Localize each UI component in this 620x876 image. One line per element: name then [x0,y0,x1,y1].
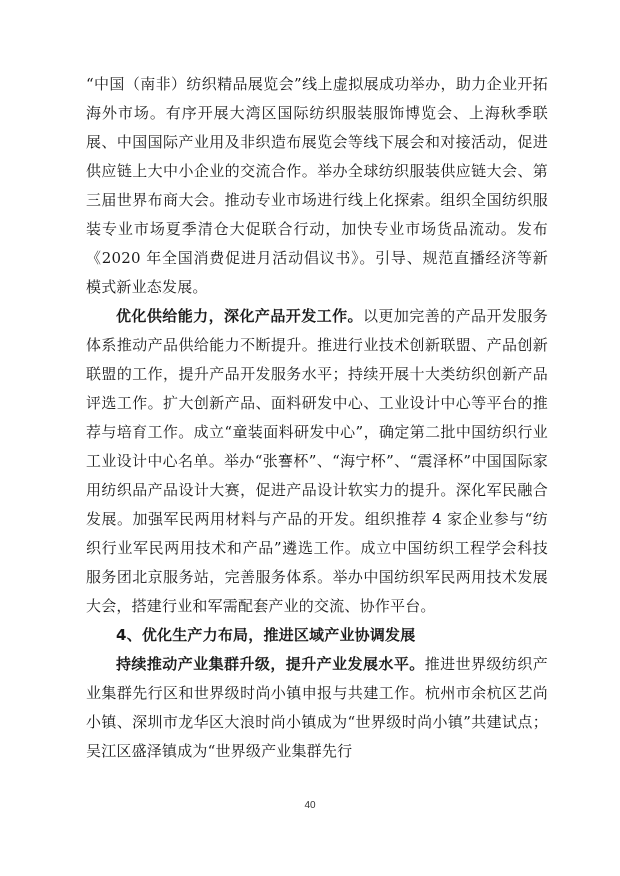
section-heading: 4、优化生产力布局，推进区域产业协调发展 [116,626,416,644]
paragraph-2-text: 以更加完善的产品开发服务体系推动产品供给能力不断提升。推进行业技术创新联盟、产品创新联盟的工作，提升产品开发服务水平；持续开展十大类纺织创新产品评选工作。扩大创新产品、面料研发中心、工业设计中心等平台的推荐与培育工作。成立“童装面料研发中心”，确定第二批中国纺织行业工业设计中心名单。举办“张謇杯”、“海宁杯”、“震泽杯”中国国际家用纺织品产品设计大赛，促进产品设计软实力的提升。深化军民融合发展。加强军民两用材料与产品的开发。组织推荐 4 家企业参与“纺织行业军民两用技术和产品”遴选工作。成立中国纺织工程学会科技服务团北京服务站，完善服务体系。举办中国纺织军民两用技术发展大会，搭建行业和军需配套产业的交流、协作平台。 [86,307,549,615]
page-number: 40 [304,800,316,811]
paragraph-1-text: “中国（南非）纺织精品展览会”线上虚拟展成功举办，助力企业开拓海外市场。有序开展大湾区国际纺织服装服饰博览会、上海秋季联展、中国国际产业用及非织造布展览会等线下展会和对接活动，促进供应链上大中小企业的交流合作。举办全球纺织服装供应链大会、第三届世界布商大会。推动专业市场进行线上化探索。组织全国纺织服装专业市场夏季清仓大促联合行动，加快专业市场货品流动。发布《2020 年全国消费促进月活动倡议书》。引导、规范直播经济等新模式新业态发展。 [86,75,548,296]
paragraph-3-lead: 持续推动产业集群升级，提升产业发展水平。 [116,655,425,673]
paragraph-2 [86,302,548,621]
body-text [86,70,548,766]
paragraph-1 [86,70,548,302]
paragraph-2-lead: 优化供给能力，深化产品开发工作。 [116,307,363,325]
paragraph-3 [86,650,548,766]
paragraph-3-text: 推进世界级纺织产业集群先行区和世界级时尚小镇申报与共建工作。杭州市余杭区艺尚小镇、深圳市龙华区大浪时尚小镇成为“世界级时尚小镇”共建试点；吴江区盛泽镇成为“世界级产业集群先行 [86,655,548,760]
